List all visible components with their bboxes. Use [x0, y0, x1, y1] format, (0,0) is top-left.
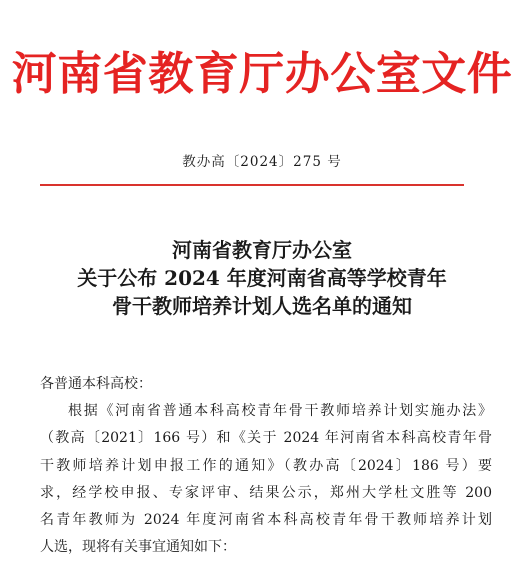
masthead-title: 河南省教育厅办公室文件: [11, 47, 513, 100]
notice-title-line-2: 关于公布 2024 年度河南省高等学校青年: [77, 266, 447, 290]
body-paragraph: [40, 398, 492, 562]
body-line: （教高〔2021〕166 号）和《关于 2024 年河南省本科高校青年骨: [40, 430, 492, 447]
red-divider: [40, 184, 464, 186]
document-number: 教办高〔2024〕275 号: [182, 154, 342, 170]
notice-title-line-3: 骨干教师培养计划人选名单的通知: [112, 294, 412, 318]
body-line: 人选，现将有关事宜通知如下：: [40, 539, 236, 556]
notice-title-line-1: 河南省教育厅办公室: [172, 238, 352, 262]
notice-title: [0, 236, 524, 320]
body-line: 求，经学校申报、专家评审、结果公示，郑州大学杜文胜等 200: [40, 484, 492, 501]
salutation: 各普通本科高校：: [40, 376, 152, 392]
body-line: 根据《河南省普通本科高校青年骨干教师培养计划实施办法》: [68, 403, 492, 419]
body-line: 名青年教师为 2024 年度河南省本科高校青年骨干教师培养计划: [40, 512, 492, 529]
body-line: 干教师培养计划申报工作的通知》（教办高〔2024〕186 号）要: [40, 457, 492, 474]
